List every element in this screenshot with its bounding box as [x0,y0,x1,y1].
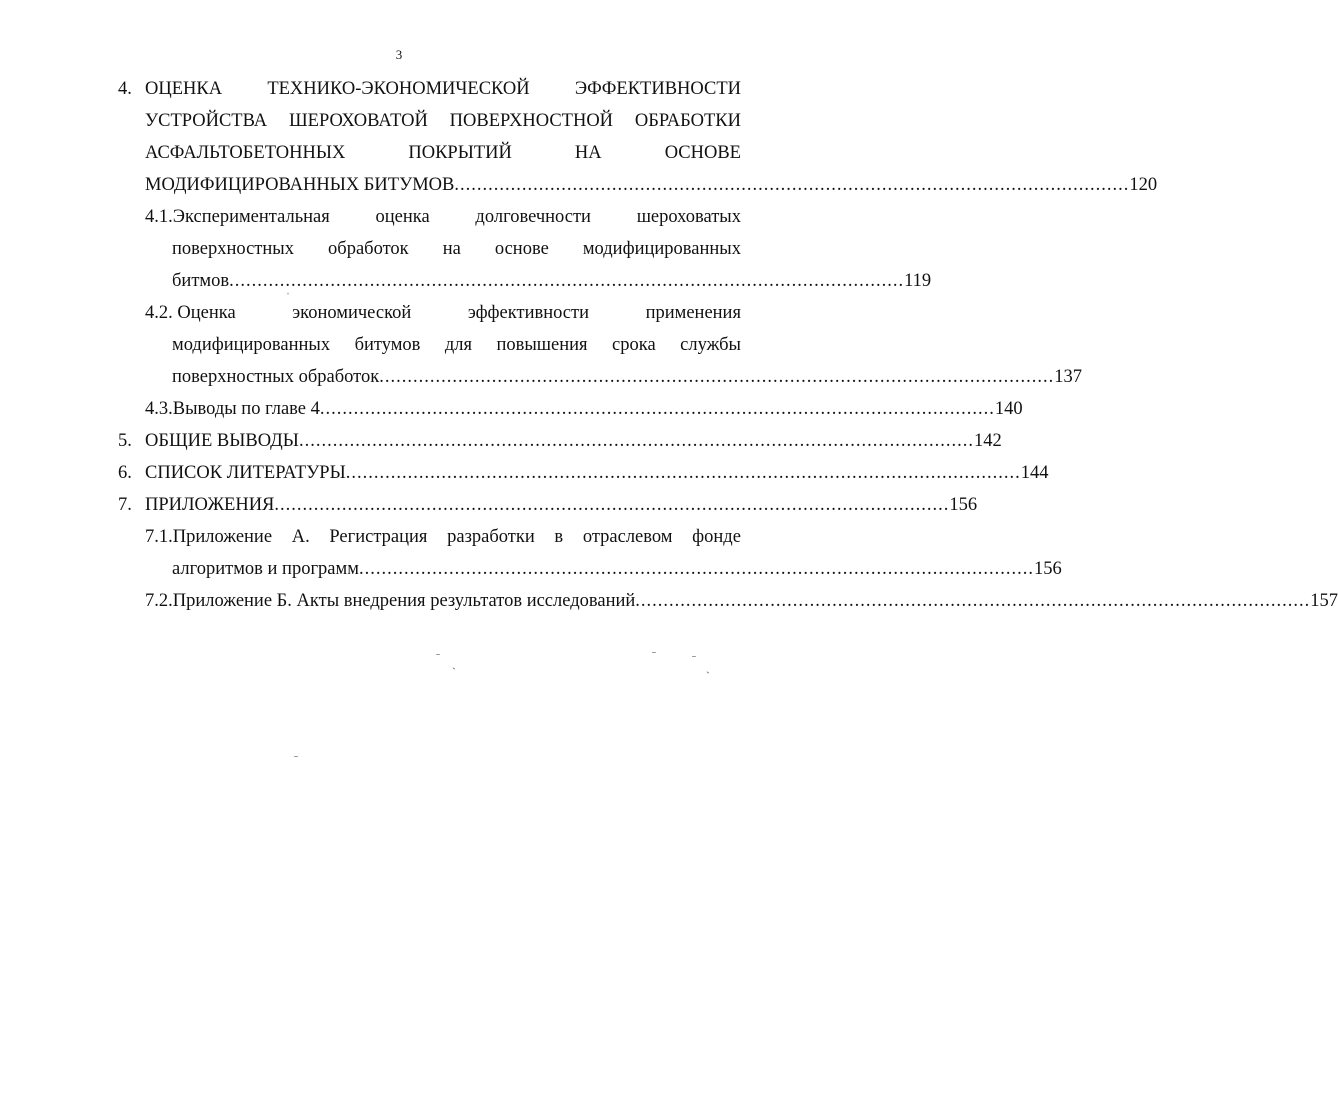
toc-section-4-line-4[interactable] [145,169,1158,201]
scan-speck: ˉ [436,650,440,664]
toc-word: ШЕРОХОВАТОЙ [288,111,428,131]
toc-word: ОЦЕНКА [145,79,223,99]
toc-section-6[interactable] [145,457,1049,489]
toc-word: службы [680,335,741,355]
toc-word: ОБРАБОТКИ [634,111,741,131]
toc-word: ПОВЕРХНОСТНОЙ [449,111,614,131]
toc-section-5-number: 5. [118,431,132,451]
toc-page-number: 119 [904,271,932,291]
toc-section-4-2-line-2[interactable] [172,329,741,361]
toc-section-4-number: 4. [118,79,132,99]
toc-section-4-line-1[interactable] [145,73,741,105]
toc-section-7-2[interactable] [145,585,1338,617]
toc-entry-title: поверхностных обработок [172,367,380,387]
toc-page-number: 140 [994,399,1023,419]
toc-word: эффективности [467,303,590,323]
toc-section-6-number: 6. [118,463,132,483]
scan-speck: ˉ [692,652,696,666]
toc-word: для [444,335,473,355]
toc-word: НА [574,143,602,163]
toc-section-4-2-line-3[interactable] [172,361,1082,393]
toc-page-number: 142 [973,431,1002,451]
toc-word: срока [612,335,656,355]
toc-word: на [442,239,461,259]
toc-section-4-line-2[interactable] [145,105,741,137]
toc-entry-title: СПИСОК ЛИТЕРАТУРЫ [145,463,346,483]
toc-word: применения [645,303,741,323]
toc-entry-title: битмов [172,271,230,291]
leader-dots: ........................................................................................................................ [229,271,905,291]
toc-word: битумов [354,335,421,355]
toc-section-7-number: 7. [118,495,132,515]
toc-word: ПОКРЫТИЙ [408,143,512,163]
toc-section-7[interactable] [145,489,978,521]
leader-dots: ........................................................................................................................ [345,463,1021,483]
toc-word: 4.2. Оценка [145,303,236,323]
leader-dots: ........................................................................................................................ [319,399,995,419]
toc-word: Регистрация [329,527,428,547]
toc-section-7-1-line-2[interactable] [172,553,1062,585]
toc-section-4-2-line-1[interactable] [145,297,741,329]
toc-word: повышения [496,335,588,355]
toc-entry-title: 4.3.Выводы по главе 4 [145,399,320,419]
toc-section-4-3[interactable] [145,393,1023,425]
scan-speck: ˉ [652,648,656,662]
toc-section-4-1-line-3[interactable] [172,265,932,297]
scan-speck: ˉ [294,752,298,766]
toc-entry-title: ПРИЛОЖЕНИЯ [145,495,275,515]
toc-entry-title: ОБЩИЕ ВЫВОДЫ [145,431,299,451]
toc-word: обработок [328,239,409,259]
toc-page-number: 156 [949,495,978,515]
toc-section-4-line-3[interactable] [145,137,741,169]
toc-page-number: 156 [1033,559,1062,579]
leader-dots: ........................................................................................................................ [298,431,974,451]
leader-dots: ........................................................................................................................ [635,591,1311,611]
leader-dots: ........................................................................................................................ [358,559,1034,579]
toc-page-number: 144 [1020,463,1049,483]
toc-section-4-1-line-2[interactable] [172,233,741,265]
toc-entry-title: МОДИФИЦИРОВАННЫХ БИТУМОВ [145,175,455,195]
toc-page-number: 120 [1129,175,1158,195]
toc-word: фонде [692,527,741,547]
toc-section-5[interactable] [145,425,1002,457]
toc-entry-title: алгоритмов и программ [172,559,359,579]
scan-speck: ˈ [286,290,290,304]
toc-word: поверхностных [172,239,294,259]
toc-word: шероховатых [636,207,741,227]
toc-page-number: 157 [1310,591,1338,611]
toc-page-number: 137 [1054,367,1082,387]
leader-dots: ........................................................................................................................ [274,495,950,515]
toc-word: АСФАЛЬТОБЕТОННЫХ [145,143,346,163]
toc-word: экономической [292,303,412,323]
toc-word: основе [494,239,549,259]
scan-speck: ˏ [706,660,710,674]
toc-entry-title: 7.2.Приложение Б. Акты внедрения результатов исследований [145,591,636,611]
scan-speck: ˏ [452,656,456,670]
toc-word: 4.1.Экспериментальная [145,207,330,227]
leader-dots: ........................................................................................................................ [379,367,1055,387]
toc-word: модифицированных [582,239,741,259]
page-number: 3 [395,47,403,62]
leader-dots: ........................................................................................................................ [454,175,1130,195]
toc-word: А. [291,527,310,547]
toc-word: модифицированных [172,335,331,355]
toc-section-4-1-line-1[interactable] [145,201,741,233]
toc-word: отраслевом [582,527,673,547]
toc-word: долговечности [475,207,591,227]
toc-word: в [554,527,564,547]
toc-section-7-1-line-1[interactable] [145,521,741,553]
toc-word: ОСНОВЕ [664,143,741,163]
toc-word: разработки [447,527,535,547]
toc-word: УСТРОЙСТВА [145,111,268,131]
toc-word: ЭФФЕКТИВНОСТИ [574,79,741,99]
toc-word: оценка [375,207,430,227]
toc-word: ТЕХНИКО-ЭКОНОМИЧЕСКОЙ [267,79,530,99]
toc-word: 7.1.Приложение [145,527,273,547]
